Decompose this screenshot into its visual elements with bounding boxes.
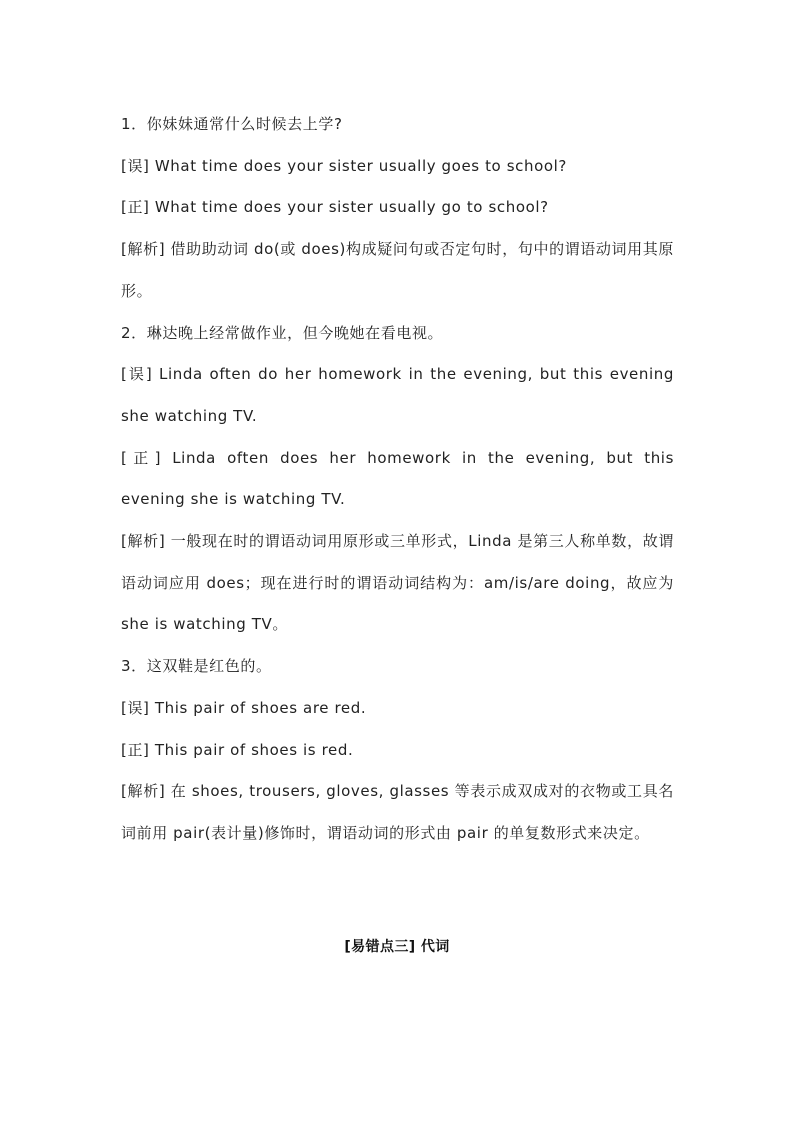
question-3: 3．这双鞋是红色的。 bbox=[121, 657, 272, 676]
question-2: 2．琳达晚上经常做作业，但今晚她在看电视。 bbox=[121, 323, 444, 342]
correct-sentence-2: [正] Linda often does her homework in the evening, but this evening she is watching TV. bbox=[121, 448, 674, 509]
wrong-sentence-1: [误] What time does your sister usually goes to school? bbox=[121, 156, 567, 175]
analysis-2: [解析] 一般现在时的谓语动词用原形或三单形式，Linda 是第三人称单数，故谓语动词应用 does；现在进行时的谓语动词结构为：am/is/are doing，故应为 she is watching TV。 bbox=[121, 532, 674, 634]
analysis-1: [解析] 借助助动词 do(或 does)构成疑问句或否定句时，句中的谓语动词用其原形。 bbox=[121, 240, 674, 300]
wrong-sentence-3: [误] This pair of shoes are red. bbox=[121, 698, 367, 717]
error-item-2 bbox=[121, 313, 674, 647]
section-heading: [易错点三] 代词 bbox=[344, 939, 450, 955]
analysis-3: [解析] 在 shoes, trousers, gloves, glasses 等表示成双成对的衣物或工具名词前用 pair(表计量)修饰时，谓语动词的形式由 pair 的单复数形式来决定。 bbox=[121, 782, 674, 842]
wrong-sentence-2: [误] Linda often do her homework in the evening, but this evening she watching TV. bbox=[121, 365, 674, 425]
document-body bbox=[121, 104, 674, 855]
correct-sentence-1: [正] What time does your sister usually go to school? bbox=[121, 198, 549, 217]
error-item-1 bbox=[121, 104, 674, 313]
correct-sentence-3: [正] This pair of shoes is red. bbox=[121, 740, 354, 759]
error-item-3 bbox=[121, 646, 674, 855]
question-1: 1．你妹妹通常什么时候去上学? bbox=[121, 115, 343, 133]
